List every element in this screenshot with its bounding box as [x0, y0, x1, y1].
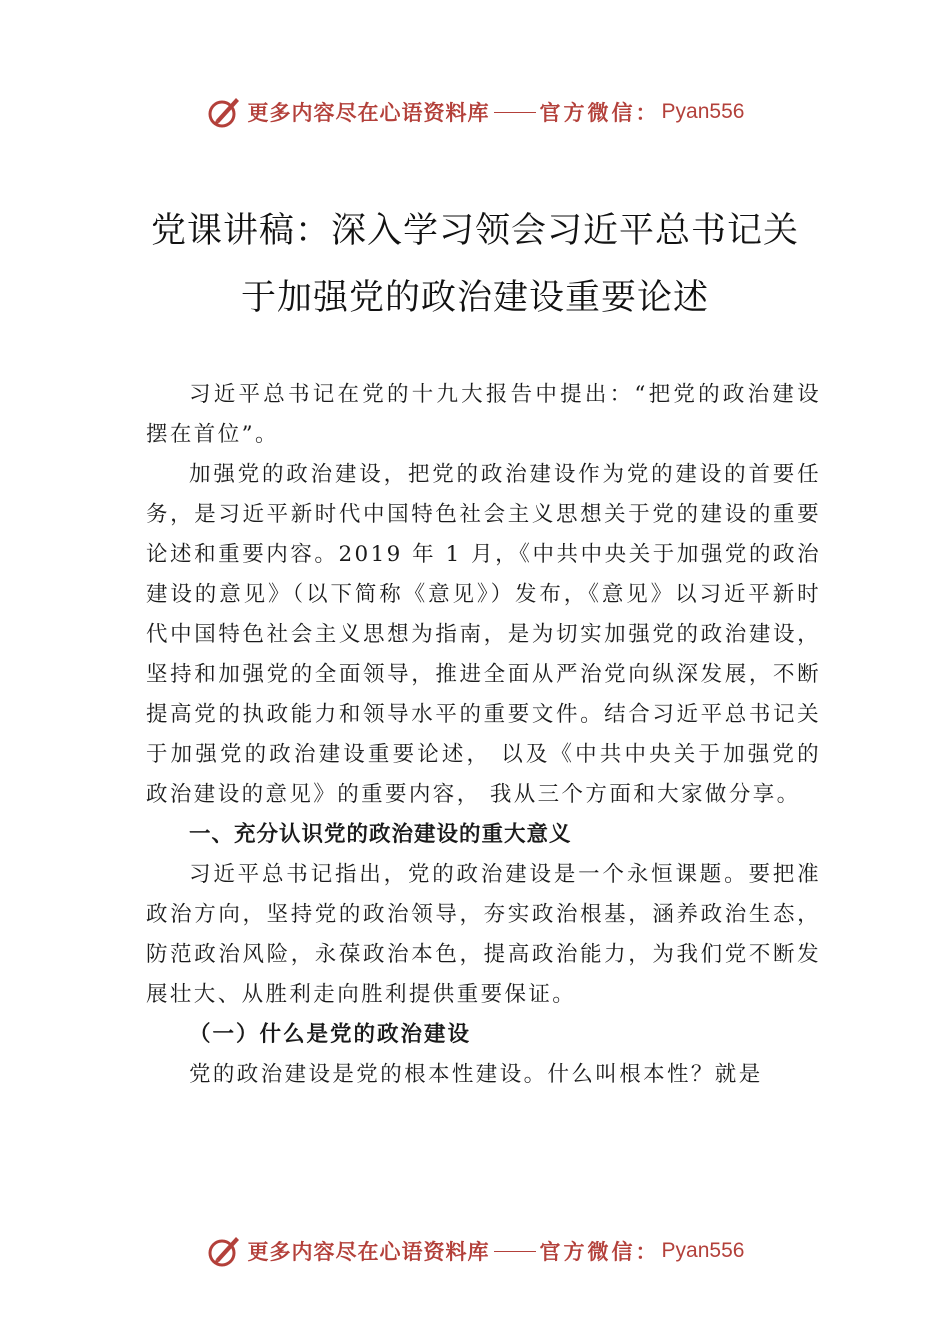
document-body [146, 375, 821, 1095]
watermark-wechat-label: 官方微信： [539, 100, 660, 125]
watermark-wechat-id: Pyan556 [661, 1239, 745, 1262]
subsection-1-paragraph: 党的政治建设是党的根本性建设。什么叫根本性？就是 [189, 1062, 763, 1087]
pen-circle-icon [206, 94, 242, 130]
watermark-text: 更多内容尽在心语资料库 [247, 100, 490, 125]
pen-circle-icon [206, 1233, 242, 1269]
header-watermark [0, 94, 950, 130]
footer-watermark [0, 1233, 950, 1269]
watermark-text: 更多内容尽在心语资料库 [247, 1239, 490, 1264]
document-title-line-2: 于加强党的政治建设重要论述 [240, 278, 709, 318]
section-heading-1: 一、充分认识党的政治建设的重大意义 [189, 822, 572, 847]
subsection-heading-1: （一）什么是党的政治建设 [189, 1022, 472, 1047]
watermark-wechat-id: Pyan556 [661, 100, 745, 123]
section-1-paragraph: 习近平总书记指出，党的政治建设是一个永恒课题。要把准政治方向，坚持党的政治领导，夯实政治根基，涵养政治生态，防范政治风险，永葆政治本色，提高政治能力，为我们党不断发展壮大、从胜利走向胜利提供重要保证。 [146, 862, 821, 1007]
watermark-wechat-label: 官方微信： [539, 1239, 660, 1264]
document-title-line-1: 党课讲稿：深入学习领会习近平总书记关 [150, 211, 799, 251]
watermark-dash [494, 112, 536, 113]
body-paragraph-1: 习近平总书记在党的十九大报告中提出：“把党的政治建设摆在首位”。 [146, 382, 821, 447]
watermark-dash [494, 1251, 536, 1252]
body-paragraph-2: 加强党的政治建设，把党的政治建设作为党的建设的首要任务，是习近平新时代中国特色社会主义思想关于党的建设的重要论述和重要内容。2019 年 1 月，《中共中央关于加强党的政治建设的意见》（以下简称《意见》）发布，《意见》以习近平新时代中国特色社会主义思想为指南，是为切实加强党的政治建设，坚持和加强党的全面领导，推进全面从严治党向纵深发展，不断提高党的执政能力和领导水平的重要文件。结合习近平总书记关于加强党的政治建设重要论述， 以及《中共中央关于加强党的政治建设的意见》的重要内容， 我从三个方面和大家做分享。 [146, 462, 821, 807]
